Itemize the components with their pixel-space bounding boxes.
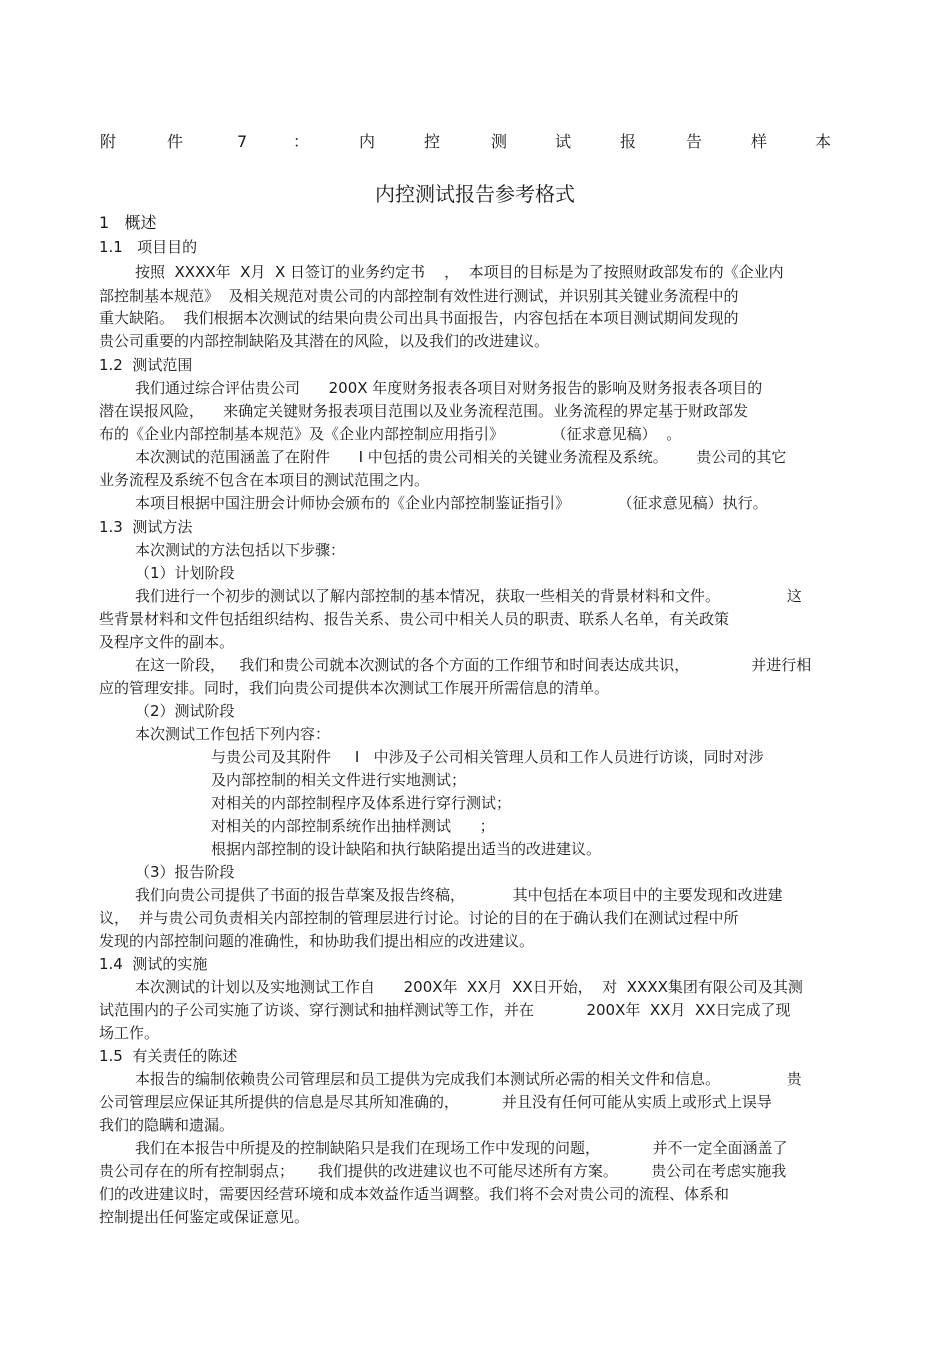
phase-heading: （1）计划阶段: [135, 564, 235, 582]
list-item: 根据内部控制的设计缺陷和执行缺陷提出适当的改进建议。: [211, 840, 602, 858]
header-char: 告: [686, 132, 703, 151]
header-char: 本: [815, 132, 832, 151]
subsection-heading: 1.2 测试范围: [99, 356, 193, 374]
section-heading: 1 概述: [99, 213, 157, 232]
subsection-heading: 1.4 测试的实施: [99, 955, 208, 973]
header-char: 件: [167, 132, 184, 151]
body-line: 发现的内部控制问题的准确性，和协助我们提出相应的改进建议。: [99, 932, 535, 950]
body-line: 场工作。: [99, 1024, 160, 1042]
body-line: 控制提出任何鉴定或保证意见。: [99, 1208, 310, 1226]
subsection-heading: 1.1 项目目的: [99, 238, 198, 256]
subsection-heading: 1.5 有关责任的陈述: [99, 1047, 238, 1065]
header-char: ：: [293, 132, 310, 151]
body-line: 布的《企业内部控制基本规范》及《企业内部控制应用指引》 （征求意见稿） 。: [99, 425, 682, 443]
body-line: 我们通过综合评估贵公司 200X 年度财务报表各项目对财务报告的影响及财务报表各项目的: [135, 379, 763, 397]
header-char: 报: [620, 132, 637, 151]
body-line: 本次测试工作包括下列内容：: [135, 725, 331, 743]
body-line: 重大缺陷。 我们根据本次测试的结果向贵公司出具书面报告，内容包括在本项目测试期间发现的: [99, 309, 739, 327]
header-char: 控: [424, 132, 441, 151]
body-line: 我们进行一个初步的测试以了解内部控制的基本情况，获取一些相关的背景材料和文件。 这: [135, 587, 802, 605]
body-line: 贵公司存在的所有控制弱点； 我们提供的改进建议也不可能尽述所有方案。 贵公司在考虑实施我: [99, 1162, 787, 1180]
document-title: 内控测试报告参考格式: [375, 182, 575, 206]
body-line: 我们的隐瞒和遗漏。: [99, 1116, 235, 1134]
body-line: 我们向贵公司提供了书面的报告草案及报告终稿， 其中包括在本项目中的主要发现和改进建: [135, 886, 783, 904]
body-line: 们的改进建议时，需要因经营环境和成本效益作适当调整。我们将不会对贵公司的流程、体系和: [99, 1185, 730, 1203]
body-line: 公司管理层应保证其所提供的信息是尽其所知准确的， 并且没有任何可能从实质上或形式上误导: [99, 1093, 772, 1111]
body-line: 贵公司重要的内部控制缺陷及其潜在的风险，以及我们的改进建议。: [99, 332, 550, 350]
body-line: 按照 XXXX年 X月 X 日签订的业务约定书 ， 本项目的目标是为了按照财政部发布的《企业内: [135, 263, 784, 281]
list-item: 及内部控制的相关文件进行实地测试；: [211, 771, 467, 789]
body-line: 些背景材料和文件包括组织结构、报告关系、贵公司中相关人员的职责、联系人名单，有关政策: [99, 610, 730, 628]
body-line: 试范围内的子公司实施了访谈、穿行测试和抽样测试等工作，并在 200X年 XX月 XX日完成了现: [99, 1001, 791, 1019]
body-line: 业务流程及系统不包含在本项目的测试范围之内。: [99, 471, 430, 489]
body-line: 本报告的编制依赖贵公司管理层和员工提供为完成我们本测试所必需的相关文件和信息。 贵: [135, 1070, 802, 1088]
phase-heading: （2）测试阶段: [135, 702, 235, 720]
body-line: 本项目根据中国注册会计师协会颁布的《企业内部控制鉴证指引》 （征求意见稿）执行。: [135, 494, 768, 512]
list-item: 与贵公司及其附件 I 中涉及子公司相关管理人员和工作人员进行访谈，同时对涉: [211, 748, 764, 766]
list-item: 对相关的内部控制系统作出抽样测试 ；: [211, 817, 495, 835]
phase-heading: （3）报告阶段: [135, 863, 235, 881]
body-line: 及程序文件的副本。: [99, 633, 235, 651]
header-char: 测: [491, 132, 508, 151]
list-item: 对相关的内部控制程序及体系进行穿行测试；: [211, 794, 512, 812]
body-line: 本次测试的范围涵盖了在附件 I 中包括的贵公司相关的关键业务流程及系统。 贵公司的其它: [135, 448, 787, 466]
body-line: 在这一阶段， 我们和贵公司就本次测试的各个方面的工作细节和时间表达成共识， 并进行相: [135, 656, 812, 674]
body-line: 议， 并与贵公司负责相关内部控制的管理层进行讨论。讨论的目的在于确认我们在测试过程中所: [99, 909, 739, 927]
header-char: 附: [100, 132, 117, 151]
body-line: 本次测试的计划以及实地测试工作自 200X年 XX月 XX日开始， 对 XXXX集团有限公司及其测: [135, 978, 803, 996]
header-char: 样: [751, 132, 768, 151]
body-line: 部控制基本规范》 及相关规范对贵公司的内部控制有效性进行测试，并识别其关键业务流程中的: [99, 287, 739, 305]
body-line: 潜在误报风险， 来确定关键财务报表项目范围以及业务流程范围。业务流程的界定基于财政部发: [99, 402, 749, 420]
header-char: 内: [359, 132, 376, 151]
subsection-heading: 1.3 测试方法: [99, 518, 193, 536]
header-char: 试: [555, 132, 572, 151]
header-char: 7: [237, 132, 248, 151]
body-line: 应的管理安排。同时，我们向贵公司提供本次测试工作展开所需信息的清单。: [99, 679, 610, 697]
body-line: 本次测试的方法包括以下步骤：: [135, 541, 346, 559]
body-line: 我们在本报告中所提及的控制缺陷只是我们在现场工作中发现的问题， 并不一定全面涵盖了: [135, 1139, 788, 1157]
